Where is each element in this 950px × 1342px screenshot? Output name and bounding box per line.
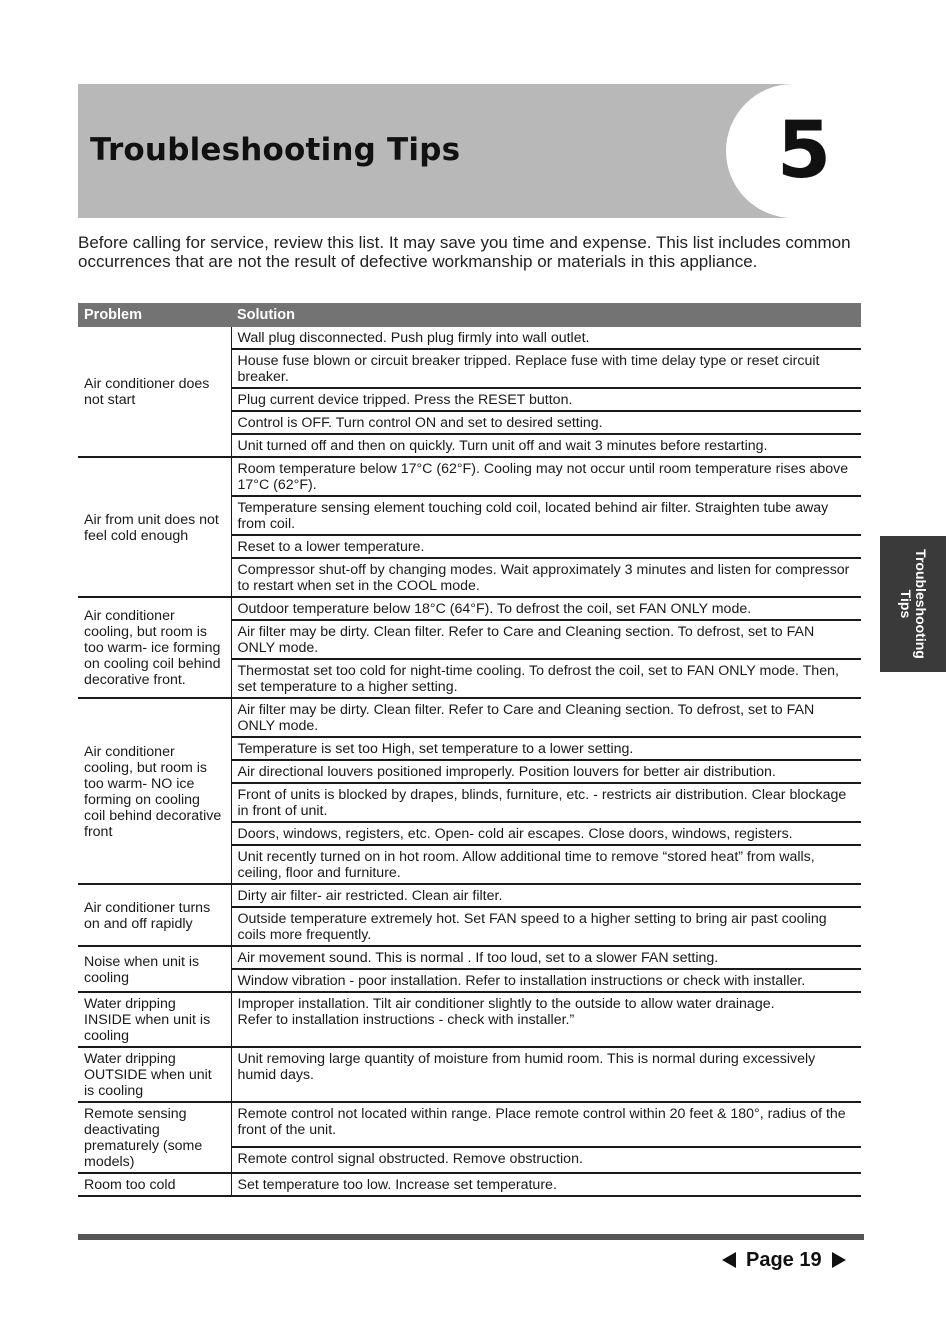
- solution-cell: Set temperature too low. Increase set temperature.: [231, 1173, 861, 1196]
- troubleshooting-table: [78, 303, 861, 1197]
- table-row: [78, 1047, 861, 1102]
- section-side-tab: [880, 536, 946, 672]
- page-footer: [722, 1246, 846, 1274]
- next-page-arrow-icon[interactable]: [832, 1252, 846, 1268]
- problem-cell: Remote sensing deactivating prematurely (some models): [78, 1102, 231, 1173]
- solution-cell: Reset to a lower temperature.: [231, 535, 861, 558]
- solution-cell: Improper installation. Tilt air conditioner slightly to the outside to allow water drainage. Refer to installation instructions - check with installer.”: [231, 992, 861, 1047]
- solution-cell: Outside temperature extremely hot. Set FAN speed to a higher setting to bring air past cooling coils more frequently.: [231, 907, 861, 946]
- problem-cell: Water dripping INSIDE when unit is cooling: [78, 992, 231, 1047]
- solution-cell: Thermostat set too cold for night-time cooling. To defrost the coil, set to FAN ONLY mode. Then, set temperature to a higher setting.: [231, 659, 861, 698]
- column-header-solution: Solution: [231, 303, 861, 327]
- table-row: [78, 884, 861, 907]
- solution-cell: Front of units is blocked by drapes, blinds, furniture, etc. - restricts air distribution. Clear blockage in front of unit.: [231, 783, 861, 822]
- chapter-number: 5: [776, 106, 832, 196]
- table-body: [78, 327, 861, 1196]
- solution-cell: Air movement sound. This is normal . If too loud, set to a slower FAN setting.: [231, 946, 861, 969]
- solution-cell: Temperature sensing element touching cold coil, located behind air filter. Straighten tube away from coil.: [231, 496, 861, 535]
- solution-cell: Temperature is set too High, set temperature to a lower setting.: [231, 737, 861, 760]
- solution-cell: Window vibration - poor installation. Refer to installation instructions or check with installer.: [231, 969, 861, 992]
- solution-cell: Outdoor temperature below 18°C (64°F). To defrost the coil, set FAN ONLY mode.: [231, 597, 861, 620]
- solution-cell: Room temperature below 17°C (62°F). Cooling may not occur until room temperature rises above 17°C (62°F).: [231, 457, 861, 496]
- solution-cell: House fuse blown or circuit breaker tripped. Replace fuse with time delay type or reset circuit breaker.: [231, 349, 861, 388]
- table-row: [78, 1173, 861, 1196]
- problem-cell: Air conditioner cooling, but room is too warm- NO ice forming on cooling coil behind decorative front: [78, 698, 231, 884]
- table-row: [78, 946, 861, 969]
- problem-cell: Air conditioner does not start: [78, 327, 231, 457]
- solution-cell: Unit turned off and then on quickly. Turn unit off and wait 3 minutes before restarting.: [231, 434, 861, 457]
- solution-cell: Air filter may be dirty. Clean filter. Refer to Care and Cleaning section. To defrost, set to FAN ONLY mode.: [231, 620, 861, 659]
- chapter-badge: [726, 84, 864, 218]
- previous-page-arrow-icon[interactable]: [722, 1252, 736, 1268]
- solution-cell: Unit removing large quantity of moisture from humid room. This is normal during excessively humid days.: [231, 1047, 861, 1102]
- solution-cell: Doors, windows, registers, etc. Open- cold air escapes. Close doors, windows, registers.: [231, 822, 861, 845]
- table-row: [78, 992, 861, 1047]
- solution-cell: Plug current device tripped. Press the RESET button.: [231, 388, 861, 411]
- table-header-row: [78, 303, 861, 327]
- solution-cell: Remote control not located within range. Place remote control within 20 feet & 180°, radius of the front of the unit.: [231, 1102, 861, 1147]
- intro-paragraph: Before calling for service, review this list. It may save you time and expense. This list includes common occurrences that are not the result of defective workmanship or materials in this appliance.: [78, 233, 851, 271]
- header-band: [78, 84, 864, 218]
- problem-cell: Room too cold: [78, 1173, 231, 1196]
- table-row: [78, 1102, 861, 1147]
- page-title: Troubleshooting Tips: [90, 132, 461, 168]
- page-number: Page 19: [746, 1248, 822, 1271]
- solution-cell: Control is OFF. Turn control ON and set to desired setting.: [231, 411, 861, 434]
- solution-cell: Wall plug disconnected. Push plug firmly into wall outlet.: [231, 327, 861, 349]
- problem-cell: Water dripping OUTSIDE when unit is cooling: [78, 1047, 231, 1102]
- table-row: [78, 698, 861, 737]
- bottom-rule: [78, 1234, 864, 1240]
- problem-cell: Air conditioner turns on and off rapidly: [78, 884, 231, 946]
- solution-cell: Unit recently turned on in hot room. Allow additional time to remove “stored heat” from walls, ceiling, floor and furniture.: [231, 845, 861, 884]
- solution-cell: Remote control signal obstructed. Remove obstruction.: [231, 1147, 861, 1173]
- problem-cell: Air from unit does not feel cold enough: [78, 457, 231, 597]
- solution-cell: Air filter may be dirty. Clean filter. Refer to Care and Cleaning section. To defrost, set to FAN ONLY mode.: [231, 698, 861, 737]
- table-row: [78, 597, 861, 620]
- column-header-problem: Problem: [78, 303, 231, 327]
- problem-cell: Noise when unit is cooling: [78, 946, 231, 992]
- solution-cell: Air directional louvers positioned improperly. Position louvers for better air distribution.: [231, 760, 861, 783]
- solution-cell: Compressor shut-off by changing modes. Wait approximately 3 minutes and listen for compressor to restart when set in the COOL mode.: [231, 558, 861, 597]
- table-row: [78, 327, 861, 349]
- problem-cell: Air conditioner cooling, but room is too warm- ice forming on cooling coil behind decorative front.: [78, 597, 231, 698]
- solution-cell: Dirty air filter- air restricted. Clean air filter.: [231, 884, 861, 907]
- table-row: [78, 457, 861, 496]
- side-tab-label: Troubleshooting Tips: [898, 549, 929, 659]
